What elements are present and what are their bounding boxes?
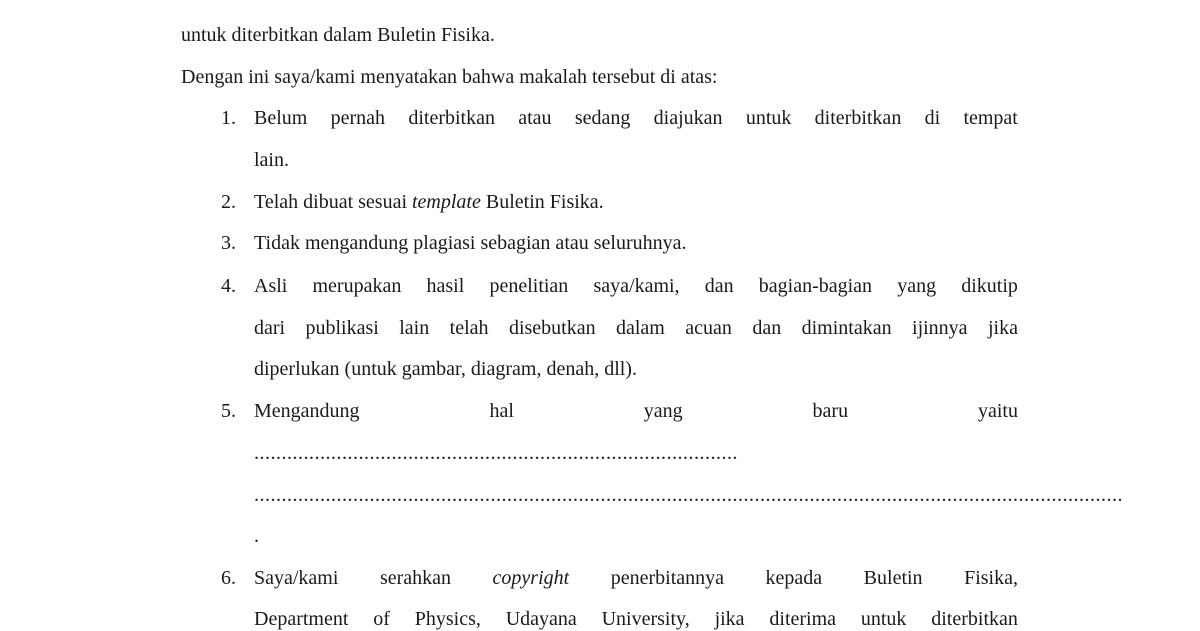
item-1-line-2: lain. xyxy=(254,149,289,171)
item-6-line-2: Department of Physics, Udayana University, jika diterima untuk diterbitkan xyxy=(254,608,1018,630)
item-4-line-3: diperlukan (untuk gambar, diagram, denah, dll). xyxy=(254,358,637,380)
item-6-number: 6. xyxy=(221,567,236,589)
item-5-dotted-line-2: .............................................................................................................................................................. xyxy=(254,484,1123,506)
item-3-number: 3. xyxy=(221,232,236,254)
item-1-number: 1. xyxy=(221,107,236,129)
item-2-text: Telah dibuat sesuai template Buletin Fisika. xyxy=(254,191,604,213)
item-3-text: Tidak mengandung plagiasi sebagian atau seluruhnya. xyxy=(254,232,687,254)
item-2-number: 2. xyxy=(221,191,236,213)
item-5-trailing-period: . xyxy=(254,525,259,547)
intro-line-2: Dengan ini saya/kami menyatakan bahwa makalah tersebut di atas: xyxy=(181,66,718,88)
item-5-line-1: Mengandung hal yang baru yaitu xyxy=(254,400,1018,422)
item-5-dotted-line-1: ........................................................................................ xyxy=(254,442,738,464)
item-4-number: 4. xyxy=(221,275,236,297)
item-5-number: 5. xyxy=(221,400,236,422)
intro-line-1: untuk diterbitkan dalam Buletin Fisika. xyxy=(181,24,495,46)
item-6-line-1: Saya/kami serahkan copyright penerbitannya kepada Buletin Fisika, xyxy=(254,567,1018,589)
item-1-line-1: Belum pernah diterbitkan atau sedang diajukan untuk diterbitkan di tempat xyxy=(254,107,1018,129)
item-4-line-2: dari publikasi lain telah disebutkan dalam acuan dan dimintakan ijinnya jika xyxy=(254,317,1018,339)
item-4-line-1: Asli merupakan hasil penelitian saya/kami, dan bagian-bagian yang dikutip xyxy=(254,275,1018,297)
